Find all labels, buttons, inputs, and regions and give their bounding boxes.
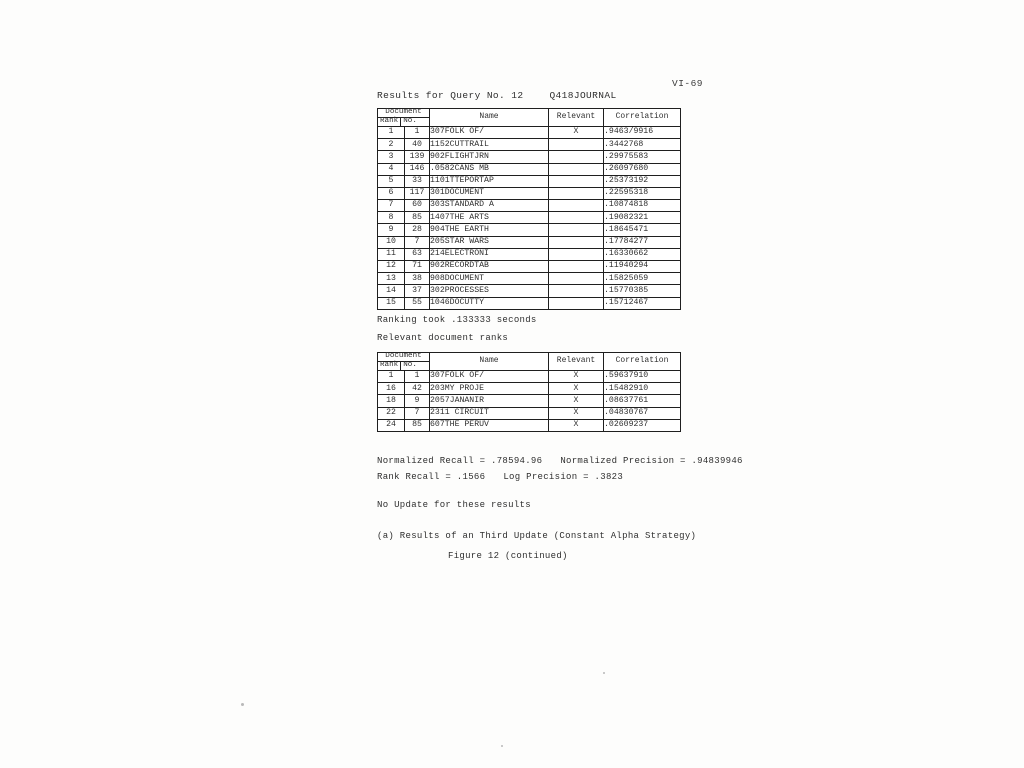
cell-correlation: .59637910 [604, 370, 681, 382]
rank-header: Rank [378, 362, 401, 370]
table-row [378, 224, 681, 236]
cell-rank: 13 [378, 273, 405, 285]
cell-docno: 85 [405, 419, 430, 431]
cell-rank: 14 [378, 285, 405, 297]
cell-name: 1101TTEPORTAP [430, 175, 549, 187]
table-row [378, 407, 681, 419]
cell-relevant [549, 297, 604, 309]
ranking-table-head [378, 109, 681, 127]
cell-docno: 1 [405, 370, 430, 382]
ranking-table [377, 108, 681, 310]
cell-relevant: X [549, 126, 604, 138]
cell-rank: 3 [378, 151, 405, 163]
cell-relevant [549, 236, 604, 248]
cell-rank: 24 [378, 419, 405, 431]
figure-caption: Figure 12 (continued) [448, 551, 568, 561]
cell-relevant [549, 200, 604, 212]
cell-name: 2311 CIRCUIT [430, 407, 549, 419]
cell-relevant: X [549, 407, 604, 419]
cell-name: 904THE EARTH [430, 224, 549, 236]
metrics-line-1 [377, 456, 743, 466]
cell-correlation: .02609237 [604, 419, 681, 431]
cell-docno: 63 [405, 248, 430, 260]
table-row [378, 273, 681, 285]
cell-relevant [549, 187, 604, 199]
table-row [378, 261, 681, 273]
cell-rank: 16 [378, 383, 405, 395]
cell-docno: 42 [405, 383, 430, 395]
cell-name: 2057JANANIR [430, 395, 549, 407]
table-row [378, 212, 681, 224]
cell-correlation: .29975583 [604, 151, 681, 163]
cell-name: 205STAR WARS [430, 236, 549, 248]
rank-recall: Rank Recall = .1566 [377, 472, 486, 482]
rank-header: Rank [378, 118, 401, 126]
cell-correlation: .11940294 [604, 261, 681, 273]
cell-correlation: .17784277 [604, 236, 681, 248]
cell-correlation: .22595318 [604, 187, 681, 199]
table-header-row [378, 109, 681, 127]
correlation-header: Correlation [604, 109, 681, 127]
cell-correlation: .9463/9916 [604, 126, 681, 138]
cell-rank: 5 [378, 175, 405, 187]
cell-correlation: .15482910 [604, 383, 681, 395]
cell-correlation: .15712467 [604, 297, 681, 309]
cell-name: 307FOLK OF/ [430, 126, 549, 138]
cell-name: 203MY PROJE [430, 383, 549, 395]
normalized-precision: Normalized Precision = .94839946 [560, 456, 743, 466]
no-update-note: No Update for these results [377, 500, 531, 510]
query-heading-prefix: Results for Query No. 12 [377, 90, 524, 101]
cell-rank: 1 [378, 126, 405, 138]
cell-correlation: .04830767 [604, 407, 681, 419]
cell-relevant: X [549, 395, 604, 407]
cell-docno: 85 [405, 212, 430, 224]
cell-docno: 40 [405, 139, 430, 151]
document-group-label: Document [378, 109, 429, 118]
cell-rank: 7 [378, 200, 405, 212]
cell-rank: 2 [378, 139, 405, 151]
normalized-recall: Normalized Recall = .78594.96 [377, 456, 543, 466]
cell-rank: 6 [378, 187, 405, 199]
cell-docno: 60 [405, 200, 430, 212]
docno-header: No. [403, 360, 417, 369]
cell-relevant [549, 285, 604, 297]
query-heading [377, 90, 617, 101]
cell-correlation: .15825059 [604, 273, 681, 285]
table-row [378, 419, 681, 431]
cell-correlation: .3442768 [604, 139, 681, 151]
cell-rank: 8 [378, 212, 405, 224]
cell-name: 303STANDARD A [430, 200, 549, 212]
cell-docno: 71 [405, 261, 430, 273]
log-precision: Log Precision = .3823 [503, 472, 624, 482]
table-row [378, 236, 681, 248]
table-row [378, 383, 681, 395]
cell-name: 302PROCESSES [430, 285, 549, 297]
table-row [378, 200, 681, 212]
cell-docno: 28 [405, 224, 430, 236]
cell-rank: 1 [378, 370, 405, 382]
scan-speck [241, 703, 244, 706]
relevant-table-head [378, 353, 681, 371]
cell-name: .0582CANS MB [430, 163, 549, 175]
cell-rank: 11 [378, 248, 405, 260]
relevant-ranks-table [377, 352, 681, 432]
document-group-header [378, 353, 430, 371]
cell-name: 1046DOCUTTY [430, 297, 549, 309]
relevant-table-body [378, 370, 681, 431]
metrics-line-2 [377, 472, 623, 482]
table-row [378, 187, 681, 199]
cell-name: 214ELECTRONI [430, 248, 549, 260]
ranking-table-body [378, 126, 681, 309]
cell-relevant [549, 224, 604, 236]
name-header: Name [430, 109, 549, 127]
cell-docno: 55 [405, 297, 430, 309]
cell-relevant: X [549, 370, 604, 382]
cell-name: 1407THE ARTS [430, 212, 549, 224]
cell-docno: 139 [405, 151, 430, 163]
table-row [378, 126, 681, 138]
cell-docno: 9 [405, 395, 430, 407]
relevant-header: Relevant [549, 353, 604, 371]
cell-correlation: .18645471 [604, 224, 681, 236]
cell-name: 301DOCUMENT [430, 187, 549, 199]
cell-name: 607THE PERUV [430, 419, 549, 431]
cell-name: 902FLIGHTJRN [430, 151, 549, 163]
cell-rank: 12 [378, 261, 405, 273]
cell-docno: 37 [405, 285, 430, 297]
query-name: Q418JOURNAL [549, 90, 617, 101]
table-row [378, 285, 681, 297]
cell-docno: 7 [405, 407, 430, 419]
page-number: VI-69 [672, 78, 704, 89]
cell-docno: 117 [405, 187, 430, 199]
docno-header: No. [403, 116, 417, 125]
table-row [378, 151, 681, 163]
cell-relevant: X [549, 419, 604, 431]
cell-relevant [549, 261, 604, 273]
cell-rank: 22 [378, 407, 405, 419]
table-row [378, 163, 681, 175]
cell-rank: 4 [378, 163, 405, 175]
table-row [378, 175, 681, 187]
scan-speck [501, 745, 503, 747]
ranking-time-note: Ranking took .133333 seconds [377, 315, 537, 325]
table-row [378, 395, 681, 407]
cell-relevant [549, 248, 604, 260]
document-group-label: Document [378, 353, 429, 362]
document-group-header [378, 109, 430, 127]
cell-correlation: .16330662 [604, 248, 681, 260]
table-row [378, 139, 681, 151]
cell-name: 307FOLK OF/ [430, 370, 549, 382]
name-header: Name [430, 353, 549, 371]
cell-docno: 33 [405, 175, 430, 187]
cell-rank: 18 [378, 395, 405, 407]
cell-relevant [549, 212, 604, 224]
cell-correlation: .15770385 [604, 285, 681, 297]
relevant-ranks-label: Relevant document ranks [377, 333, 509, 343]
cell-relevant [549, 175, 604, 187]
cell-name: 1152CUTTRAIL [430, 139, 549, 151]
cell-name: 902RECORDTAB [430, 261, 549, 273]
cell-name: 908DOCUMENT [430, 273, 549, 285]
cell-relevant [549, 273, 604, 285]
cell-correlation: .10874818 [604, 200, 681, 212]
table-header-row [378, 353, 681, 371]
scan-speck [603, 672, 605, 674]
cell-correlation: .08637761 [604, 395, 681, 407]
correlation-header: Correlation [604, 353, 681, 371]
cell-relevant [549, 163, 604, 175]
cell-docno: 38 [405, 273, 430, 285]
table-row [378, 297, 681, 309]
cell-relevant [549, 151, 604, 163]
cell-correlation: .26097680 [604, 163, 681, 175]
relevant-header: Relevant [549, 109, 604, 127]
subcaption: (a) Results of an Third Update (Constant Alpha Strategy) [377, 531, 697, 541]
cell-correlation: .19082321 [604, 212, 681, 224]
cell-rank: 15 [378, 297, 405, 309]
cell-docno: 7 [405, 236, 430, 248]
cell-correlation: .25373192 [604, 175, 681, 187]
cell-docno: 146 [405, 163, 430, 175]
cell-relevant: X [549, 383, 604, 395]
cell-docno: 1 [405, 126, 430, 138]
cell-relevant [549, 139, 604, 151]
cell-rank: 9 [378, 224, 405, 236]
table-row [378, 248, 681, 260]
table-row [378, 370, 681, 382]
cell-rank: 10 [378, 236, 405, 248]
